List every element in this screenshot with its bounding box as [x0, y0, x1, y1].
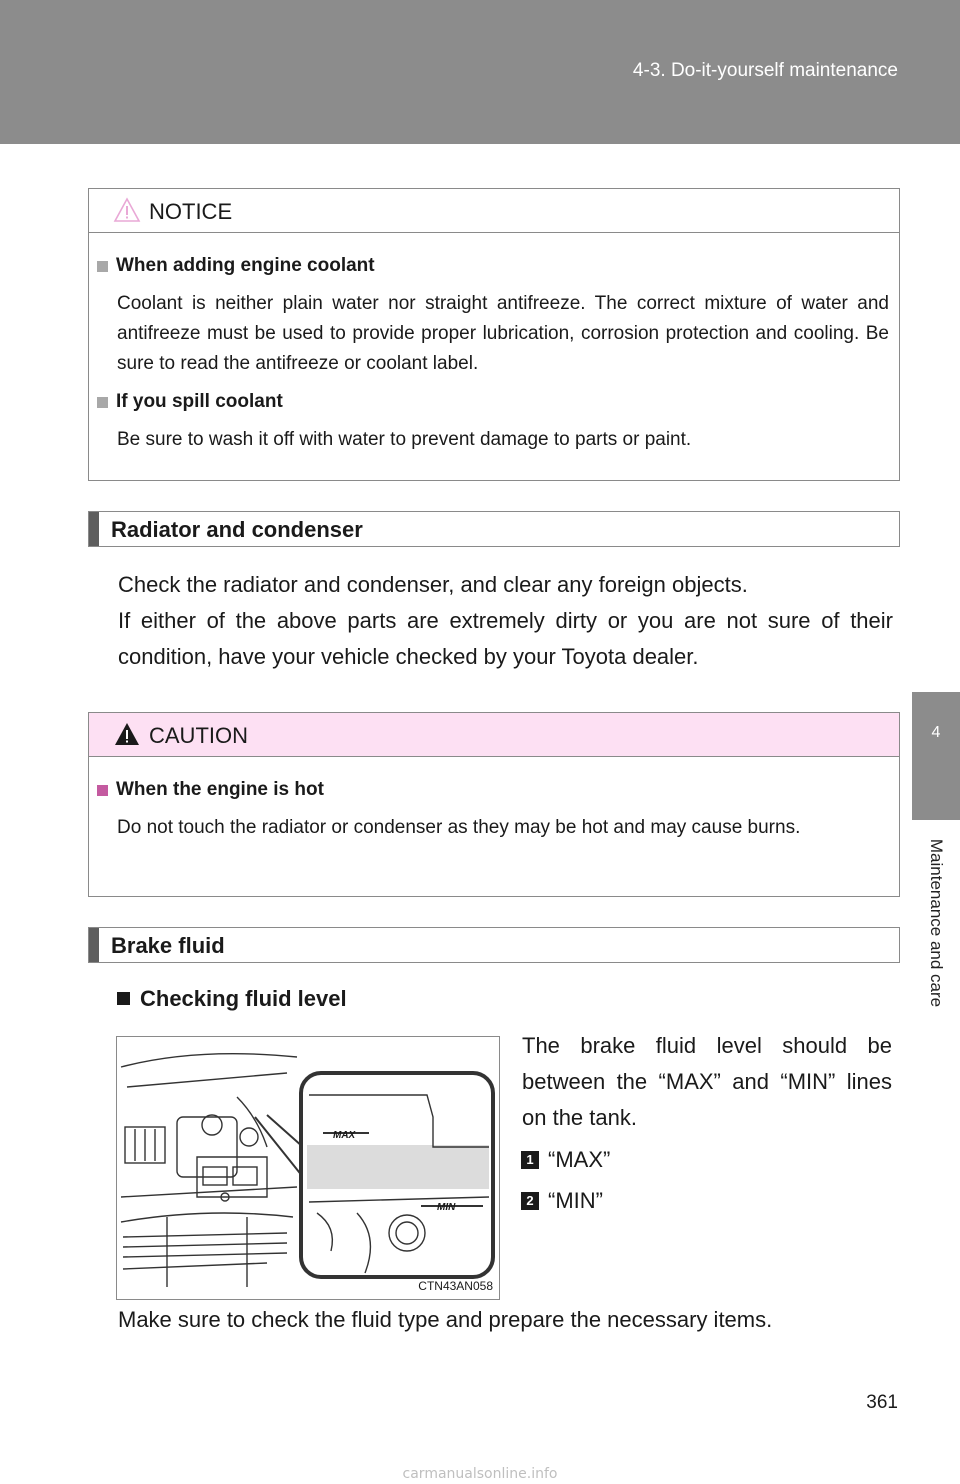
- chapter-label-wrap: [912, 823, 960, 1023]
- notice-item-text: Coolant is neither plain water nor straight antifreeze. The correct mixture of water and antifreeze must be used to provide proper lubrication, corrosion protection and cooling. Be sure to read the antifreeze or coolant label.: [117, 293, 889, 374]
- notice-item-text: Be sure to wash it off with water to prevent damage to parts or paint.: [117, 429, 692, 450]
- heading-accent-bar: [89, 512, 99, 546]
- heading-accent-bar: [89, 928, 99, 962]
- figure-code: CTN43AN058: [418, 1279, 493, 1293]
- page-number: 361: [866, 1392, 898, 1413]
- notice-item-heading: If you spill coolant: [97, 391, 283, 413]
- warning-icon: [113, 721, 141, 747]
- notice-box: [88, 188, 900, 481]
- radiator-paragraph-1: Check the radiator and condenser, and clear any foreign objects.: [118, 572, 748, 597]
- figure-min-label: MIN: [437, 1202, 456, 1213]
- callout-badge: 2: [521, 1192, 539, 1210]
- brake-footer-note: Make sure to check the fluid type and prepare the necessary items.: [118, 1307, 773, 1332]
- radiator-section-heading: Radiator and condenser: [88, 511, 900, 547]
- caution-item-heading: When the engine is hot: [97, 779, 324, 801]
- watermark: carmanualsonline.info: [402, 1466, 558, 1482]
- notice-item-heading: When adding engine coolant: [97, 255, 375, 277]
- chapter-tab: [912, 692, 960, 820]
- legend-item: 2 “MIN”: [521, 1188, 603, 1214]
- figure-max-label: MAX: [333, 1130, 356, 1141]
- callout-badge: 1: [521, 1151, 539, 1169]
- brake-section-heading: Brake fluid: [88, 927, 900, 963]
- brake-fluid-figure: [116, 1036, 500, 1300]
- notice-title: NOTICE: [149, 199, 233, 224]
- caution-box: [88, 712, 900, 897]
- warning-outline-icon: [113, 197, 141, 223]
- brake-subheading: Checking fluid level: [117, 986, 347, 1012]
- bullet-square-icon: [117, 992, 130, 1005]
- bullet-square-icon: [97, 785, 108, 796]
- notice-header: [89, 189, 899, 233]
- caution-title: CAUTION: [149, 723, 248, 748]
- radiator-paragraph-2: If either of the above parts are extremely dirty or you are not sure of their condition, have your vehicle checked by your Toyota dealer.: [118, 608, 893, 669]
- engine-bay-illustration: [117, 1037, 500, 1300]
- bullet-square-icon: [97, 261, 108, 272]
- legend-item: 1 “MAX”: [521, 1147, 610, 1173]
- caution-header: [89, 713, 899, 757]
- bullet-square-icon: [97, 397, 108, 408]
- chapter-number: 4: [931, 724, 941, 741]
- chapter-label: Maintenance and care: [927, 838, 947, 1008]
- brake-description: The brake fluid level should be between the “MAX” and “MIN” lines on the tank.: [522, 1033, 892, 1130]
- section-path: 4-3. Do-it-yourself maintenance: [632, 60, 898, 81]
- caution-item-text: Do not touch the radiator or condenser as they may be hot and may cause burns.: [117, 817, 801, 838]
